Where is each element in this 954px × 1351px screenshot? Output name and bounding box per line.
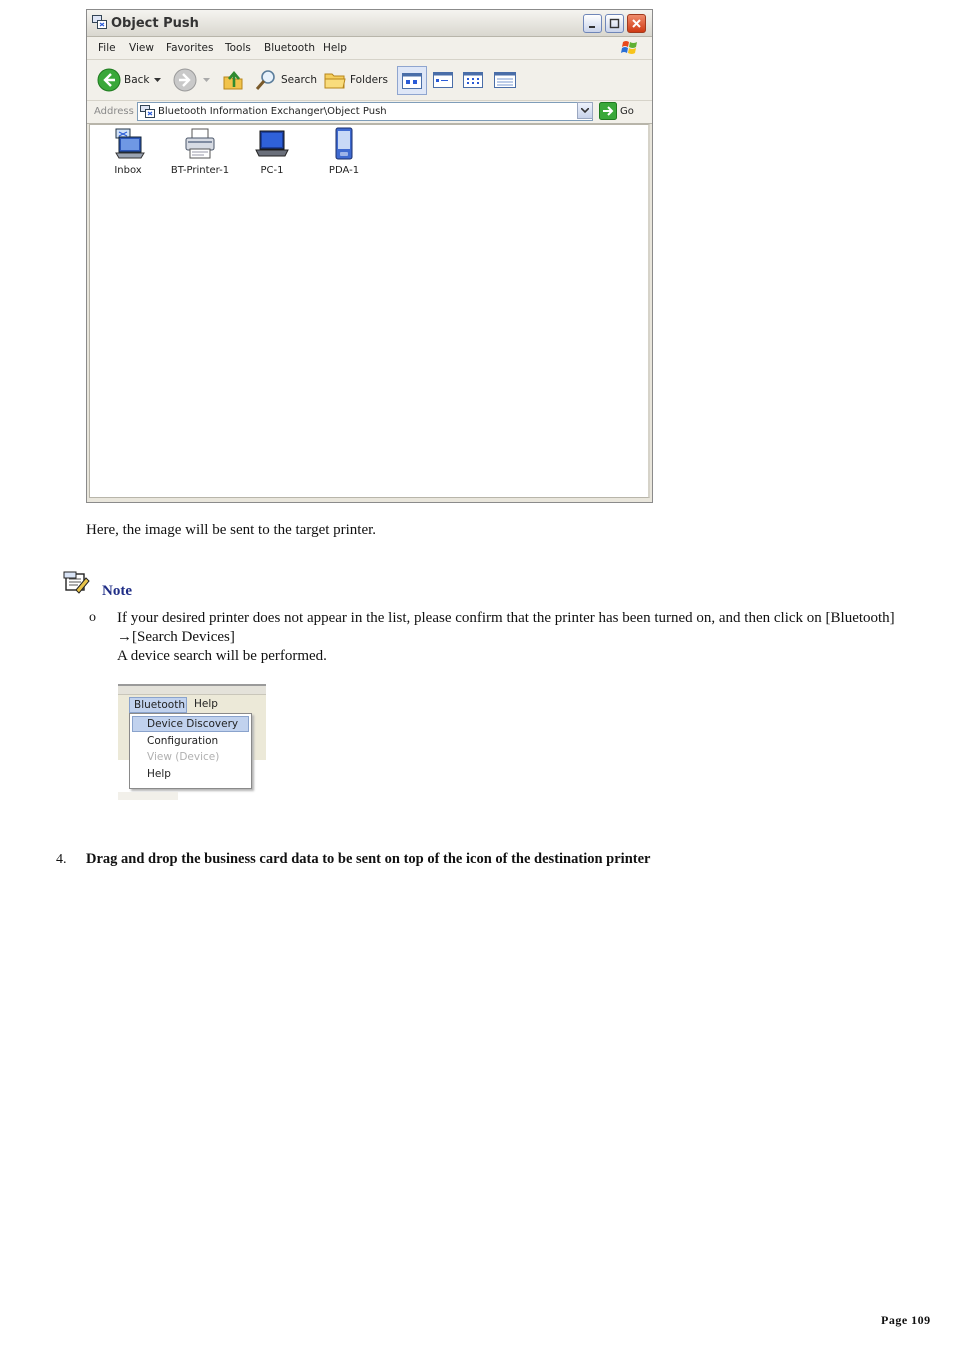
view-large-icons-button[interactable]: [397, 66, 427, 95]
menu-item-configuration[interactable]: Configuration: [147, 735, 219, 747]
menu-bluetooth-open[interactable]: Bluetooth: [129, 697, 187, 713]
inbox-icon: [110, 127, 146, 161]
folders-icon: [323, 68, 347, 92]
maximize-button[interactable]: [605, 14, 624, 33]
list-view-icon[interactable]: [463, 72, 483, 88]
pda-icon: [326, 127, 362, 161]
minimize-icon: [587, 18, 598, 29]
note-bullet-text: [117, 609, 954, 666]
note-line-2: →[Search Devices]: [117, 629, 235, 645]
window-title: Object Push: [111, 16, 199, 31]
title-bar[interactable]: [87, 10, 652, 37]
page-number: Page 109: [881, 1313, 931, 1327]
up-folder-icon[interactable]: [221, 68, 245, 92]
explorer-window: [86, 9, 653, 503]
menu-favorites[interactable]: Favorites: [166, 42, 214, 54]
caption-text: Here, the image will be sent to the target printer.: [86, 522, 377, 538]
bluetooth-dropdown-menu: [129, 713, 252, 789]
close-button[interactable]: [627, 14, 646, 33]
menu-item-device-discovery[interactable]: Device Discovery: [132, 716, 249, 732]
note-icon: [62, 570, 90, 596]
cropped-bottom-strip: [118, 792, 178, 800]
note-title: Note: [102, 583, 132, 599]
details-view-icon[interactable]: [494, 72, 516, 88]
menu-file[interactable]: File: [98, 42, 116, 54]
menu-item-view-device: View (Device): [147, 751, 220, 763]
device-pda-1[interactable]: [308, 127, 380, 176]
cropped-title-strip: [118, 684, 266, 694]
menu-help[interactable]: Help: [194, 698, 218, 710]
device-pc-1[interactable]: [236, 127, 308, 176]
search-label: Search: [281, 74, 318, 86]
bluetooth-exchanger-icon: [92, 15, 107, 29]
forward-arrow-icon: [173, 68, 197, 92]
step-number: 4.: [56, 852, 67, 867]
menu-tools[interactable]: Tools: [225, 42, 251, 54]
chevron-down-icon: [581, 108, 589, 114]
windows-logo-icon: [621, 39, 639, 56]
printer-icon: [182, 127, 218, 161]
address-path: Bluetooth Information Exchanger\Object Push: [158, 106, 387, 117]
menu-item-help[interactable]: Help: [147, 768, 171, 780]
large-icons-view-icon: [402, 73, 422, 89]
back-button[interactable]: [97, 68, 161, 92]
chevron-down-icon[interactable]: [154, 78, 161, 83]
forward-button[interactable]: [173, 68, 209, 92]
bluetooth-menu-screenshot: [118, 684, 266, 800]
note-line-3: A device search will be performed.: [117, 648, 327, 664]
device-bt-printer-1[interactable]: [164, 127, 236, 176]
device-label: PC-1: [260, 165, 284, 176]
chevron-down-icon[interactable]: [203, 78, 210, 83]
address-label: Address: [94, 106, 134, 117]
tiles-view-icon[interactable]: [433, 72, 453, 88]
back-arrow-icon: [97, 68, 121, 92]
go-arrow-icon[interactable]: [599, 102, 617, 120]
back-label: Back: [124, 74, 150, 86]
device-list-pane: [89, 124, 650, 498]
go-button[interactable]: Go: [620, 106, 634, 117]
search-icon: [254, 68, 278, 92]
menu-view[interactable]: View: [129, 42, 154, 54]
bluetooth-exchanger-icon: [140, 105, 155, 118]
device-label: Inbox: [114, 165, 142, 176]
device-label: BT-Printer-1: [170, 165, 230, 176]
device-label: PDA-1: [328, 165, 360, 176]
menu-bar: [87, 37, 652, 60]
device-inbox[interactable]: [92, 127, 164, 176]
bullet-marker: o: [89, 610, 96, 625]
menu-help[interactable]: Help: [323, 42, 347, 54]
minimize-button[interactable]: [583, 14, 602, 33]
folders-label: Folders: [350, 74, 388, 86]
toolbar: [87, 60, 652, 101]
close-icon: [631, 18, 642, 29]
laptop-icon: [254, 127, 290, 161]
address-bar: [87, 101, 652, 124]
address-input[interactable]: [137, 102, 593, 121]
maximize-icon: [609, 18, 620, 29]
note-line-1: If your desired printer does not appear in the list, please confirm that the printer has been turned on, and then click on [Bluetooth]: [117, 610, 895, 626]
address-dropdown-button[interactable]: [577, 102, 593, 119]
step-instruction: Drag and drop the business card data to be sent on top of the icon of the destination printer: [86, 851, 651, 867]
folders-button[interactable]: [323, 68, 387, 92]
search-button[interactable]: [254, 68, 318, 92]
menu-bluetooth[interactable]: Bluetooth: [264, 42, 315, 54]
